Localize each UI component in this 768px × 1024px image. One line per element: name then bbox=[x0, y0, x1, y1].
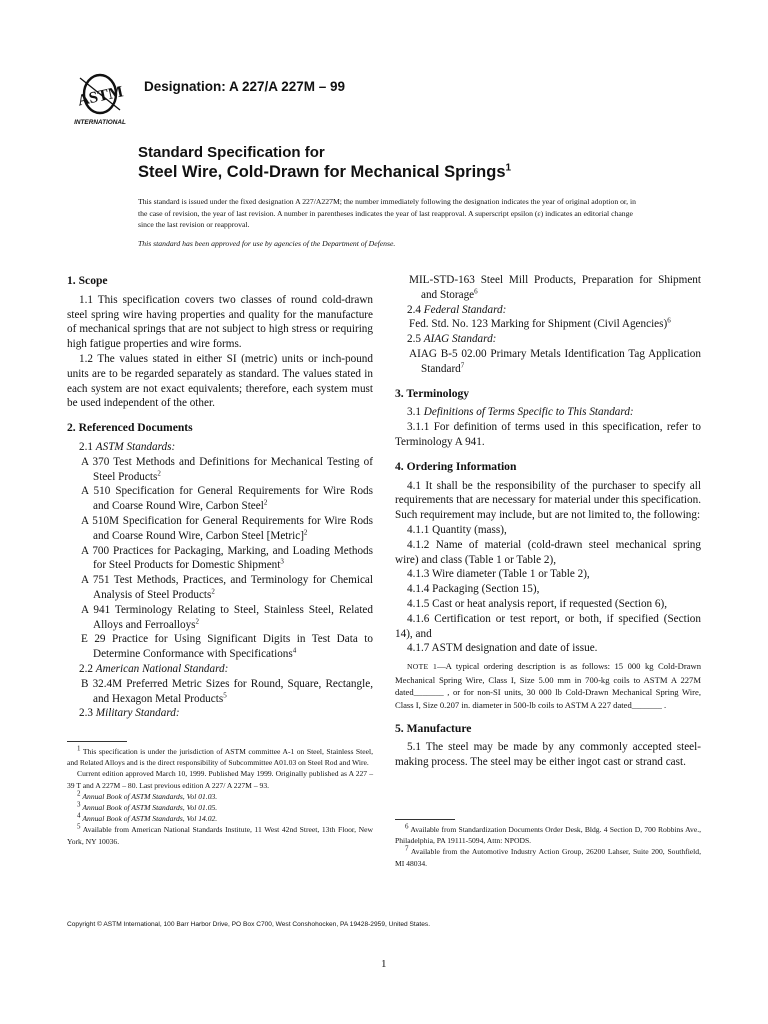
footnotes-right bbox=[395, 824, 701, 869]
copyright-notice: Copyright © ASTM International, 100 Barr Harbor Drive, PO Box C700, West Conshohocken, PA 19428-2959, United States. bbox=[67, 921, 431, 928]
reference-a941 bbox=[67, 603, 373, 633]
list-item-4-1-2: 4.1.2 Name of material (cold-drawn steel mechanical spring wire) and class (Table 1 or Table 2), bbox=[395, 538, 701, 566]
subsection-2-4 bbox=[395, 303, 701, 318]
reference-text: A 370 Test Methods and Definitions for Mechanical Testing of Steel Products bbox=[81, 455, 373, 483]
subsection-number: 2.1 bbox=[79, 440, 93, 453]
section-heading-terminology: 3. Terminology bbox=[395, 386, 470, 400]
subsection-label: Definitions of Terms Specific to This Standard: bbox=[423, 406, 634, 419]
reference-text: A 941 Terminology Relating to Steel, Stainless Steel, Related Alloys and Ferroalloys bbox=[81, 603, 373, 631]
subsection-label: American National Standard: bbox=[95, 662, 229, 675]
subsection-label: ASTM Standards: bbox=[95, 440, 176, 453]
footnotes-left bbox=[67, 746, 373, 847]
footnote-mark: 6 bbox=[405, 822, 409, 831]
note-1 bbox=[395, 660, 701, 711]
reference-text: MIL-STD-163 Steel Mill Products, Preparation for Shipment and Storage bbox=[409, 274, 701, 301]
footnote-mark: 3 bbox=[280, 557, 284, 566]
paragraph-1-1: 1.1 This specification covers two classes of round cold-drawn steel spring wire having properties and quality for the manufacture of mechanical springs that are not subject to high stress or requiring high fatigue properties and wire forms. bbox=[67, 293, 373, 351]
footnote-text: Annual Book of ASTM Standards, Vol 01.03. bbox=[82, 791, 218, 801]
list-item-4-1-5: 4.1.5 Cast or heat analysis report, if requested (Section 6), bbox=[407, 597, 668, 610]
footnote-mark: 3 bbox=[77, 800, 81, 809]
paragraph-3-1-1: 3.1.1 For definition of terms used in this specification, refer to Terminology A 941. bbox=[395, 421, 701, 448]
svg-text:ASTM: ASTM bbox=[76, 83, 125, 110]
title-line-2 bbox=[138, 162, 638, 182]
issue-notice: This standard is issued under the fixed designation A 227/A227M; the number immediately following the designation indicates the year of original adoption or, in the case of revision, the year of last revision. A number in parentheses indicates the year of last reapproval. A superscript epsilon (ε) indicates an editorial change since the last revision or reapproval. bbox=[138, 197, 637, 230]
note-label: NOTE 1 bbox=[407, 662, 438, 672]
section-heading-manufacture: 5. Manufacture bbox=[395, 721, 472, 735]
reference-aiag-b5 bbox=[395, 347, 701, 377]
reference-e29 bbox=[67, 632, 373, 662]
footnote-1 bbox=[67, 746, 373, 768]
subsection-number: 2.2 bbox=[79, 662, 93, 675]
reference-text: E 29 Practice for Using Significant Digits in Test Data to Determine Conformance with Specifications bbox=[81, 633, 373, 661]
reference-mil-std-163 bbox=[395, 273, 701, 303]
footnote-mark: 5 bbox=[223, 690, 227, 699]
footnote-mark: 4 bbox=[77, 811, 81, 820]
footnote-mark: 6 bbox=[474, 287, 478, 296]
subsection-2-2 bbox=[67, 662, 373, 677]
footnote-mark: 2 bbox=[195, 616, 200, 625]
subsection-number: 3.1 bbox=[407, 406, 421, 419]
reference-text: B 32.4M Preferred Metric Sizes for Round, Square, Rectangle, and Hexagon Metal Products bbox=[81, 677, 373, 705]
reference-text: AIAG B-5 02.00 Primary Metals Identification Tag Application Standard bbox=[409, 347, 701, 375]
footnote-mark: 5 bbox=[77, 822, 81, 831]
footnote-mark: 7 bbox=[405, 844, 409, 853]
reference-a751 bbox=[67, 573, 373, 603]
paragraph-4-1: 4.1 It shall be the responsibility of the purchaser to specify all requirements that are necessary for material under this specification. Such requirement may include, but are not limited to, the following: bbox=[395, 479, 701, 522]
reference-text: Fed. Std. No. 123 Marking for Shipment (Civil Agencies) bbox=[409, 318, 668, 331]
footnote-mark: 2 bbox=[303, 528, 308, 537]
footnote-text: Annual Book of ASTM Standards, Vol 01.05. bbox=[82, 803, 218, 813]
subsection-number: 2.3 bbox=[79, 707, 93, 720]
list-item-4-1-4: 4.1.4 Packaging (Section 15), bbox=[407, 583, 540, 596]
footnote-3 bbox=[67, 802, 373, 813]
section-heading-ordering-information: 4. Ordering Information bbox=[395, 459, 517, 473]
list-item-4-1-7: 4.1.7 ASTM designation and date of issue. bbox=[407, 642, 598, 655]
list-item-4-1-6: 4.1.6 Certification or test report, or both, if specified (Section 14), and bbox=[395, 612, 701, 640]
reference-text: A 751 Test Methods, Practices, and Terminology for Chemical Analysis of Steel Products bbox=[81, 574, 373, 601]
footnote-mark: 4 bbox=[292, 646, 297, 655]
dod-approval-note: This standard has been approved for use by agencies of the Department of Defense. bbox=[138, 239, 396, 248]
footnote-mark: 7 bbox=[460, 361, 465, 370]
footnote-7 bbox=[395, 846, 701, 868]
title-main: Steel Wire, Cold-Drawn for Mechanical Springs bbox=[138, 163, 506, 181]
reference-fed-std-123 bbox=[395, 317, 701, 332]
reference-a370 bbox=[67, 455, 373, 485]
subsection-label: Military Standard: bbox=[95, 707, 180, 720]
footnote-mark: 2 bbox=[211, 587, 215, 596]
footnote-rule bbox=[67, 741, 127, 742]
footnote-mark: 2 bbox=[157, 468, 161, 477]
page-number: 1 bbox=[381, 958, 387, 970]
reference-a510m bbox=[67, 514, 373, 544]
document-title bbox=[138, 144, 638, 182]
footnote-5 bbox=[67, 824, 373, 846]
footnote-text: Available from Standardization Documents Order Desk, Bldg. 4 Section D, 700 Robbins Ave., Philadelphia, PA 19111-5094, Attn: NPODS. bbox=[395, 825, 701, 846]
footnote-rule bbox=[395, 819, 455, 820]
right-column bbox=[395, 273, 701, 770]
footnote-text: Available from American National Standards Institute, 11 West 42nd Street, 13th Floor, New York, NY 10036. bbox=[67, 825, 373, 846]
list-item-4-1-3: 4.1.3 Wire diameter (Table 1 or Table 2), bbox=[407, 568, 590, 581]
footnote-text: Annual Book of ASTM Standards, Vol 14.02. bbox=[82, 814, 218, 824]
subsection-label: AIAG Standard: bbox=[423, 333, 497, 346]
title-footnote-mark: 1 bbox=[505, 162, 512, 174]
footnote-text: Available from the Automotive Industry Action Group, 26200 Lahser, Suite 200, Southfield, MI 48034. bbox=[395, 847, 701, 868]
footnote-mark: 2 bbox=[77, 789, 81, 798]
subsection-2-5 bbox=[395, 332, 701, 347]
reference-text: A 510 Specification for General Requirements for Wire Rods and Coarse Round Wire, Carbon Steel bbox=[81, 485, 373, 513]
section-heading-referenced-documents: 2. Referenced Documents bbox=[67, 421, 193, 435]
footnote-6 bbox=[395, 824, 701, 846]
footnote-mark: 1 bbox=[77, 744, 81, 753]
footnote-4 bbox=[67, 813, 373, 824]
reference-a510 bbox=[67, 484, 373, 514]
section-heading-scope: 1. Scope bbox=[67, 274, 108, 287]
paragraph-5-1: 5.1 The steel may be made by any commonly accepted steel-making process. The steel may be either ingot cast or strand cast. bbox=[395, 741, 701, 769]
reference-text: A 700 Practices for Packaging, Marking, and Loading Methods for Steel Products for Domestic Shipment bbox=[81, 544, 373, 572]
subsection-number: 2.4 bbox=[407, 303, 421, 316]
footnote-text: This specification is under the jurisdiction of ASTM committee A-1 on Steel, Stainless Steel, and Related Alloys and is the direct responsibility of Subcommittee A01.03 on Steel Rod and Wire. bbox=[67, 747, 373, 768]
footnote-mark: 6 bbox=[667, 316, 671, 325]
subsection-2-1 bbox=[67, 440, 373, 455]
subsection-label: Federal Standard: bbox=[423, 303, 507, 316]
reference-b32-4m bbox=[67, 677, 373, 707]
footnote-1-edition: Current edition approved March 10, 1999. Published May 1999. Originally published as A 227 – 39 T and A 227M – 80. Last previous edition A 227/ A 227M – 93. bbox=[67, 769, 373, 790]
paragraph-1-2: 1.2 The values stated in either SI (metric) units or inch-pound units are to be regarded separately as standard. The values stated in each system are not exact equivalents; therefore, each system must be used independent of the other. bbox=[67, 352, 373, 410]
reference-a700 bbox=[67, 544, 373, 574]
reference-text: A 510M Specification for General Requirements for Wire Rods and Coarse Round Wire, Carbon Steel [Metric] bbox=[81, 514, 373, 542]
designation: Designation: A 227/A 227M – 99 bbox=[144, 79, 346, 94]
svg-text:INTERNATIONAL: INTERNATIONAL bbox=[74, 119, 126, 126]
subsection-3-1 bbox=[395, 405, 701, 420]
list-item-4-1-1: 4.1.1 Quantity (mass), bbox=[407, 523, 507, 536]
title-line-1: Standard Specification for bbox=[138, 144, 325, 161]
astm-logo bbox=[67, 72, 133, 126]
subsection-number: 2.5 bbox=[407, 333, 421, 346]
note-text: —A typical ordering description is as follows: 15 000 kg Cold-Drawn Mechanical Spring Wire, Class I, Size 5.00 mm in 700-kg coils to ASTM A 227M dated_______ , or for non-SI units, 30 000 lb Cold-Drawn Mechanical Spring Wire, Class I, Size 0.207 in. diameter in 500-lb coils to ASTM A 227 dated_______ . bbox=[395, 661, 701, 710]
subsection-2-3 bbox=[67, 706, 373, 721]
left-column bbox=[67, 274, 373, 721]
footnote-mark: 2 bbox=[263, 498, 268, 507]
footnote-2 bbox=[67, 791, 373, 802]
